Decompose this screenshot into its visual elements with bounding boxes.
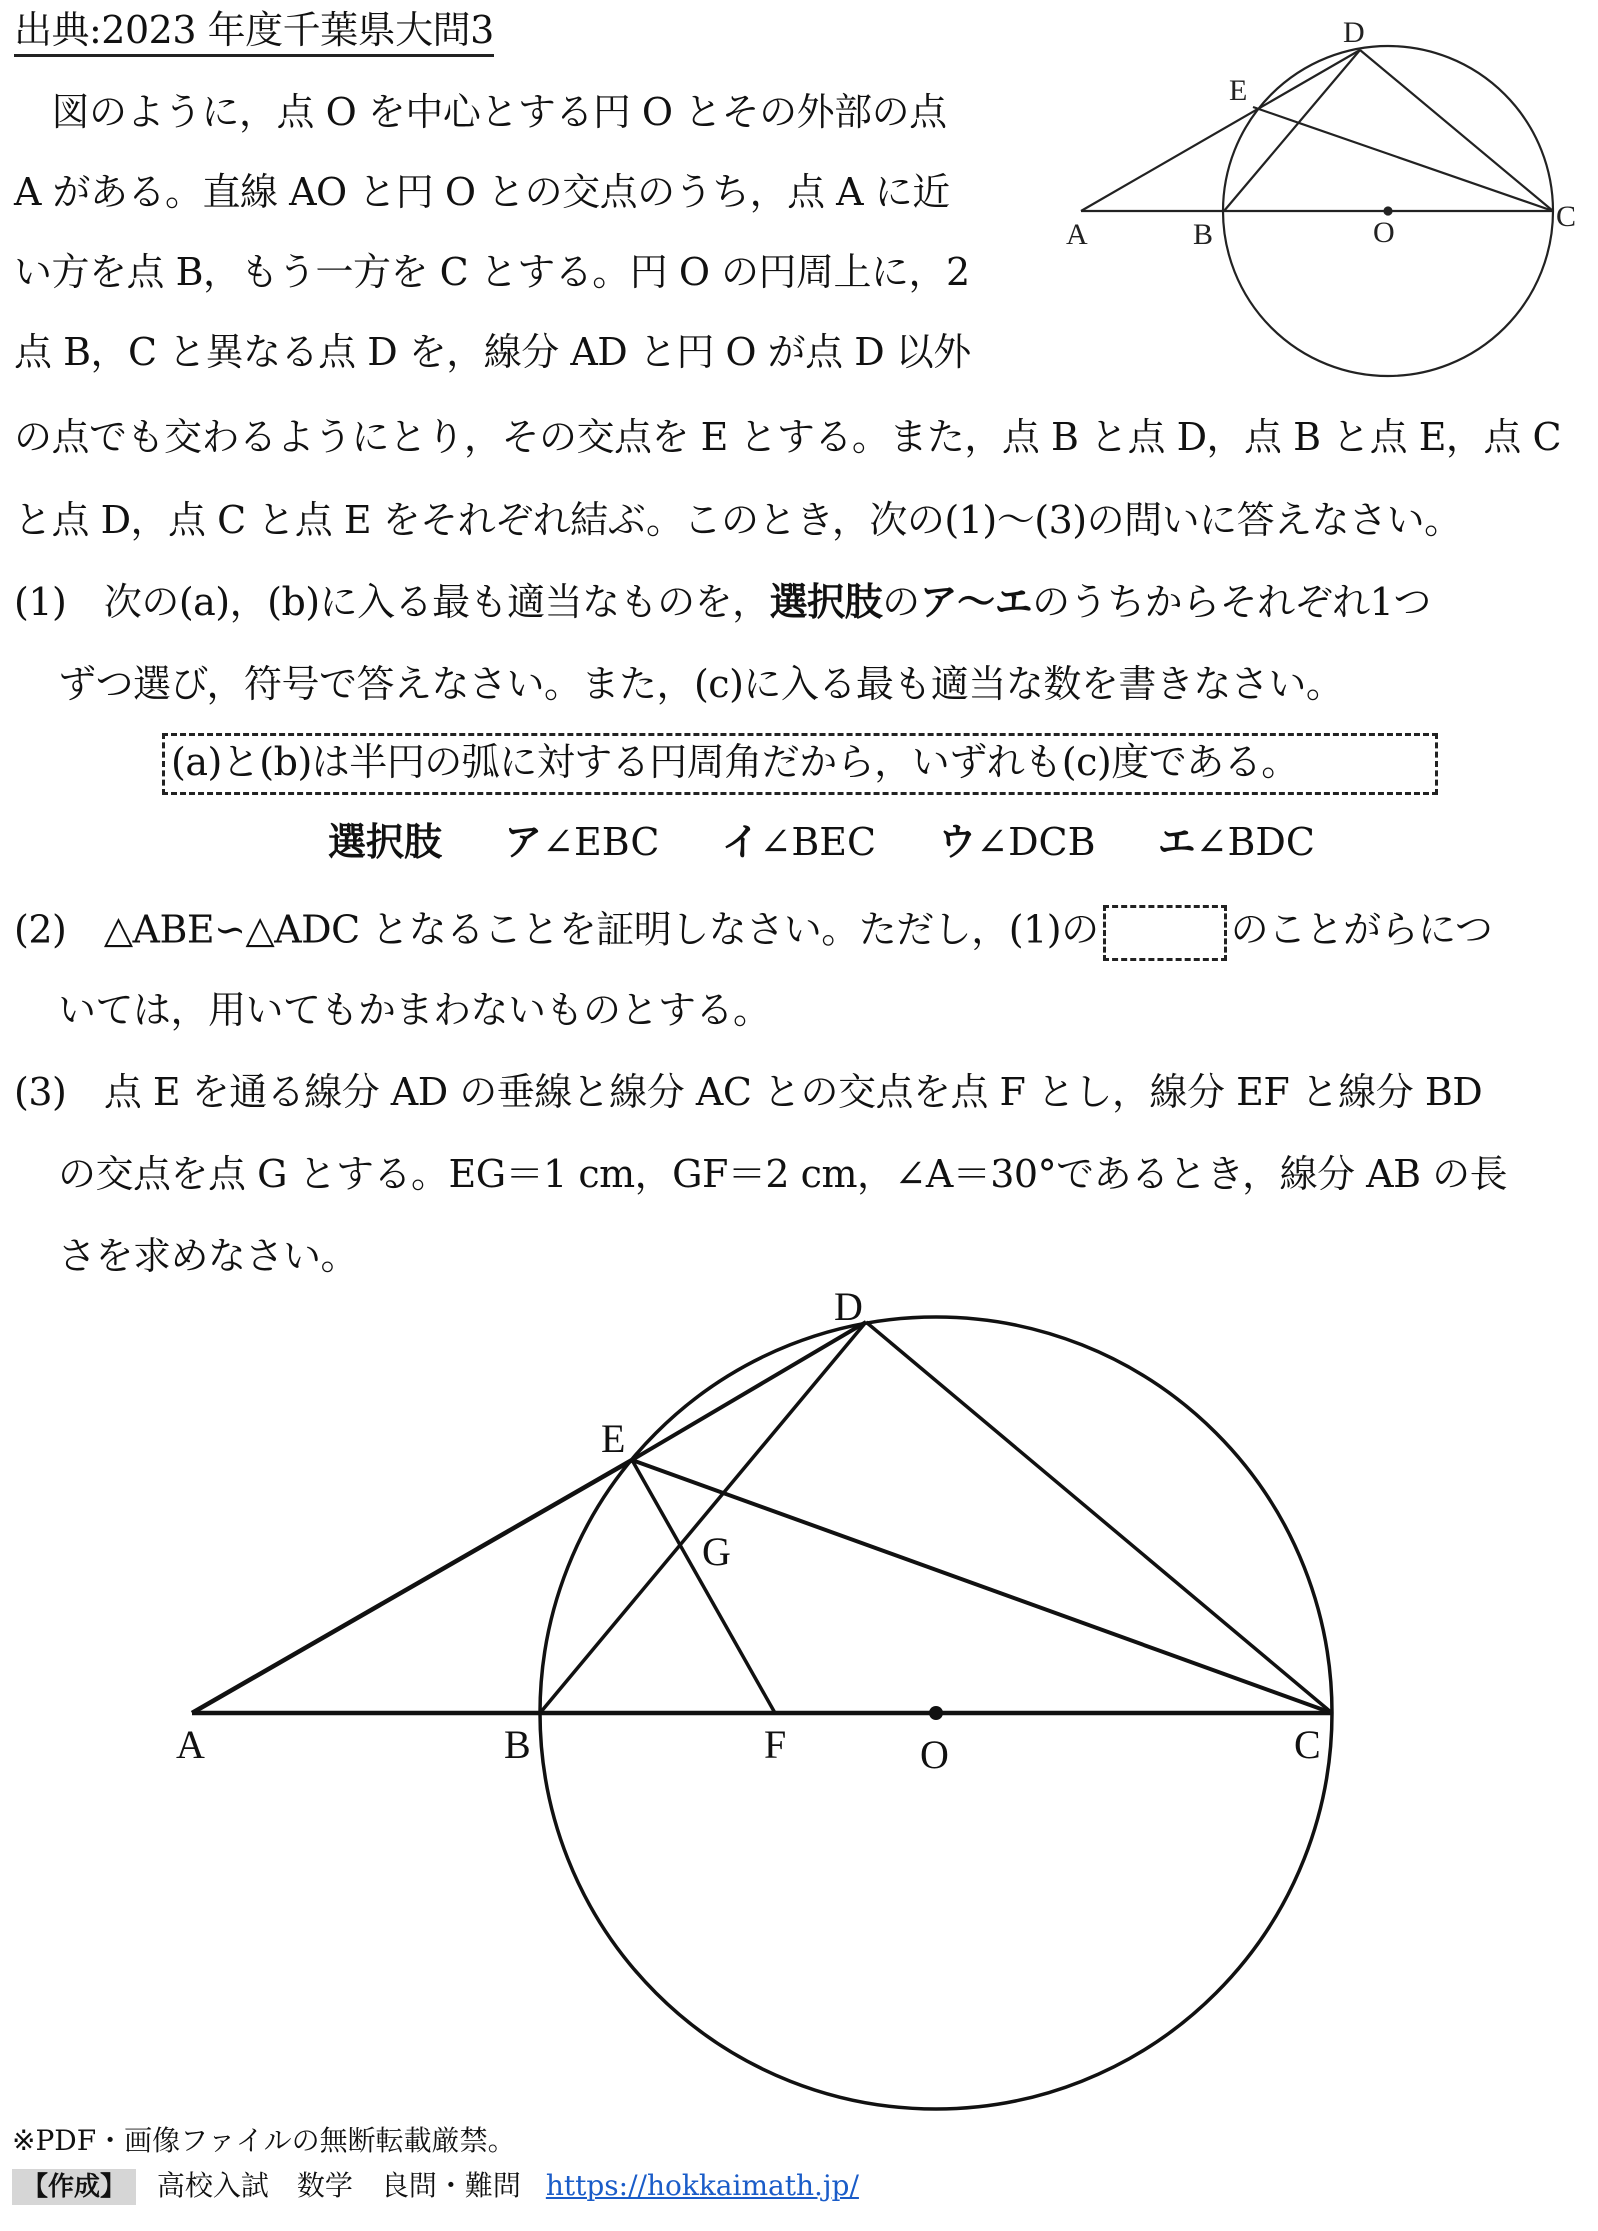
q2-text-post: のことがらにつ: [1230, 907, 1493, 952]
large-line-ef: [632, 1460, 775, 1713]
large-label-o: O: [920, 1732, 949, 1777]
choices-label: 選択肢: [328, 820, 443, 864]
large-label-e: E: [601, 1416, 626, 1461]
q3-line-1: (3) 点 E を通る線分 AD の垂線と線分 AC との交点を点 F とし，線分 EF と線分 BD: [14, 1070, 1483, 1114]
credit-line: [12, 2168, 859, 2205]
intro-line-5: の点でも交わるようにとり，その交点を E とする。また，点 B と点 D，点 B と点 E，点 C: [14, 415, 1562, 459]
intro-line-3: い方を点 B，もう一方を C とする。円 O の円周上に，2: [14, 250, 970, 294]
source-link[interactable]: https://hokkaimath.jp/: [545, 2169, 859, 2202]
intro-line-1: 図のように，点 O を中心とする円 O とその外部の点: [14, 90, 947, 134]
small-label-o: O: [1373, 216, 1395, 249]
page-title: 出典:2023 年度千葉県大問3: [14, 8, 494, 57]
large-label-d: D: [834, 1284, 863, 1329]
small-label-e: E: [1229, 74, 1248, 107]
q2-line-2: いては，用いてもかまわないものとする。: [58, 988, 771, 1032]
figure-large: [192, 1317, 1332, 2109]
credit-text: 高校入試 数学 良問・難問: [156, 2169, 521, 2202]
large-label-g: G: [702, 1529, 731, 1574]
copyright-notice: ※PDF・画像ファイルの無断転載厳禁。: [12, 2124, 516, 2157]
intro-line-6: と点 D，点 C と点 E をそれぞれ結ぶ。このとき，次の(1)～(3)の問いに答えなさい。: [14, 498, 1462, 542]
small-label-a: A: [1066, 218, 1088, 251]
author-badge: 【作成】: [12, 2169, 136, 2205]
q1-line-2: ずつ選び，符号で答えなさい。また，(c)に入る最も適当な数を書きなさい。: [58, 662, 1344, 706]
choice-e: エ∠BDC: [1157, 820, 1315, 864]
large-line-ed: [632, 1322, 866, 1460]
large-center-dot: [929, 1706, 943, 1720]
figure-small: [1081, 46, 1553, 376]
q1-text-post: のうちからそれぞれ1つ: [1032, 580, 1431, 624]
q1-text-pre: (1) 次の(a)，(b)に入る最も適当なものを，: [14, 580, 770, 624]
small-center-dot: [1385, 208, 1392, 215]
choice-u: ウ∠DCB: [938, 820, 1096, 864]
large-label-b: B: [504, 1722, 531, 1767]
intro-line-4: 点 B，C と異なる点 D を，線分 AD と円 O が点 D 以外: [14, 330, 971, 374]
q3-line-2: の交点を点 G とする。EG＝1 cm，GF＝2 cm，∠A＝30°であるとき，線分 AB の長: [58, 1152, 1508, 1196]
q1-choices-range: ア～エ: [919, 580, 1033, 624]
large-label-f: F: [764, 1722, 787, 1767]
choice-i: イ∠BEC: [721, 820, 877, 864]
choice-a: ア∠EBC: [504, 820, 660, 864]
small-label-c: C: [1556, 200, 1577, 233]
q1-text-mid: の: [882, 580, 920, 624]
q2-text-pre: (2) △ABE∽△ADC となることを証明しなさい。ただし，(1)の: [14, 907, 1099, 952]
large-line-ae: [192, 1460, 632, 1713]
small-label-b: B: [1193, 218, 1214, 251]
large-line-dc: [866, 1322, 1332, 1713]
intro-line-2: A がある。直線 AO と円 O との交点のうち，点 A に近: [14, 170, 950, 214]
q1-statement-text: (a)と(b)は半円の弧に対する円周角だから，いずれも(c)度である。: [171, 740, 1299, 784]
small-label-d: D: [1343, 16, 1365, 49]
large-label-c: C: [1294, 1722, 1321, 1767]
q3-line-3: さを求めなさい。: [58, 1234, 359, 1278]
large-line-ec: [632, 1460, 1332, 1713]
large-label-a: A: [176, 1722, 205, 1767]
small-line-dc: [1360, 50, 1553, 211]
large-line-bd: [540, 1322, 866, 1713]
small-line-ec: [1253, 107, 1553, 211]
q1-choices-keyword: 選択肢: [769, 580, 883, 624]
